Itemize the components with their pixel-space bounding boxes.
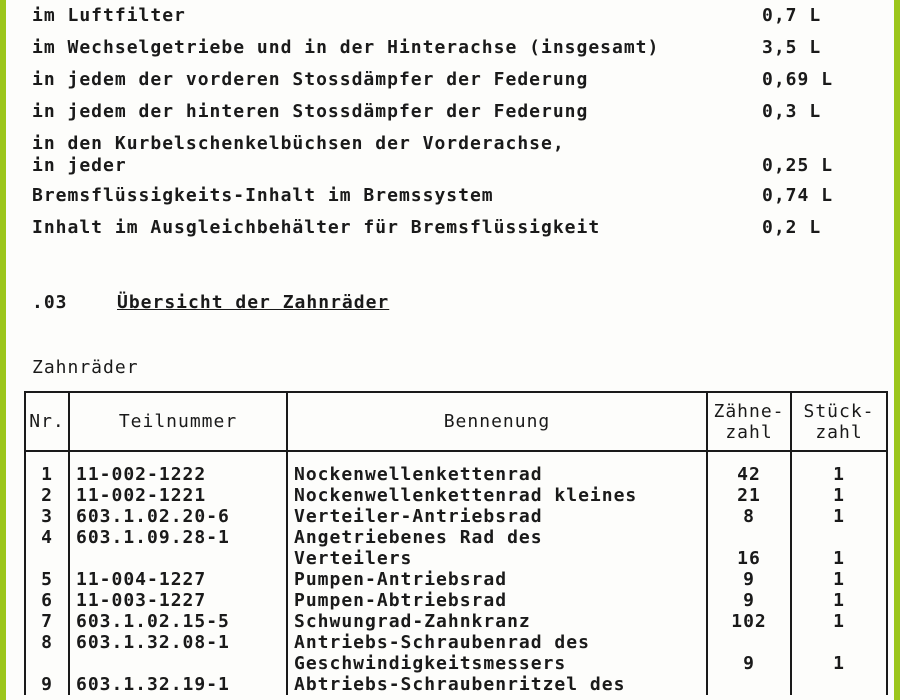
capacity-row [32,69,862,95]
part-number: 603.1.32.19-1 [69,674,287,695]
table-row [25,548,887,569]
capacity-label: Inhalt im Ausgleichbehälter für Bremsflüssigkeit [32,217,601,238]
part-number [69,548,287,569]
capacity-value: 3,5 L [762,37,822,58]
teeth-count [707,527,791,548]
row-number [25,653,69,674]
row-number: 2 [25,485,69,506]
capacity-value: 0,7 L [762,5,822,26]
teeth-count: 21 [707,485,791,506]
part-name: Verteilers [287,548,707,569]
teeth-count: 9 [707,590,791,611]
row-number [25,548,69,569]
capacity-row [32,133,862,181]
table-row [25,632,887,653]
part-number: 11-002-1221 [69,485,287,506]
quantity: 1 [791,590,887,611]
capacity-row [32,5,862,31]
part-name: Antriebs-Schraubenrad des [287,632,707,653]
part-name: Abtriebs-Schraubenritzel des [287,674,707,695]
part-number: 11-004-1227 [69,569,287,590]
capacity-label: im Wechselgetriebe und in der Hinterachse (insgesamt) [32,37,660,58]
header-teeth: Zähne- zahl [707,392,791,451]
part-name: Pumpen-Abtriebsrad [287,590,707,611]
subheading: Zahnräder [32,357,139,378]
capacity-value: 0,25 L [762,155,834,176]
teeth-count [707,674,791,695]
table-row [25,611,887,632]
table-row [25,569,887,590]
capacity-value: 0,74 L [762,185,834,206]
header-part-number: Teilnummer [69,392,287,451]
part-name: Nockenwellenkettenrad [287,464,707,485]
table-spacer [25,451,887,464]
row-number: 7 [25,611,69,632]
capacity-value: 0,3 L [762,101,822,122]
row-number: 8 [25,632,69,653]
capacity-value: 0,2 L [762,217,822,238]
header-name: Bennenung [287,392,707,451]
section-number: .03 [32,292,68,313]
capacity-row [32,101,862,127]
quantity [791,674,887,695]
row-number: 6 [25,590,69,611]
part-number [69,653,287,674]
part-number: 11-002-1222 [69,464,287,485]
teeth-count: 9 [707,569,791,590]
capacity-label-line2: in jeder [32,155,127,176]
table-row [25,506,887,527]
table-row [25,464,887,485]
quantity: 1 [791,464,887,485]
part-name: Nockenwellenkettenrad kleines [287,485,707,506]
quantity: 1 [791,653,887,674]
part-number: 603.1.32.08-1 [69,632,287,653]
teeth-count [707,632,791,653]
part-number: 603.1.09.28-1 [69,527,287,548]
part-name: Pumpen-Antriebsrad [287,569,707,590]
quantity: 1 [791,485,887,506]
part-number: 11-003-1227 [69,590,287,611]
quantity: 1 [791,611,887,632]
table-row [25,485,887,506]
part-name: Geschwindigkeitsmessers [287,653,707,674]
teeth-count: 16 [707,548,791,569]
capacity-row [32,37,862,63]
row-number: 4 [25,527,69,548]
part-number: 603.1.02.15-5 [69,611,287,632]
teeth-count: 102 [707,611,791,632]
part-name: Angetriebenes Rad des [287,527,707,548]
table-row [25,653,887,674]
quantity [791,632,887,653]
capacity-label: in den Kurbelschenkelbüchsen der Vorderachse, [32,133,565,154]
header-qty: Stück- zahl [791,392,887,451]
part-number: 603.1.02.20-6 [69,506,287,527]
capacity-value: 0,69 L [762,69,834,90]
quantity: 1 [791,569,887,590]
teeth-count: 8 [707,506,791,527]
quantity: 1 [791,548,887,569]
row-number: 3 [25,506,69,527]
part-name: Verteiler-Antriebsrad [287,506,707,527]
row-number: 1 [25,464,69,485]
capacity-label: im Luftfilter [32,5,186,26]
section-title: Übersicht der Zahnräder [117,292,390,313]
part-name: Schwungrad-Zahnkranz [287,611,707,632]
table-header-row [25,392,887,451]
capacity-row [32,185,862,211]
table-row [25,527,887,548]
capacity-label: in jedem der vorderen Stossdämpfer der Federung [32,69,589,90]
header-nr: Nr. [25,392,69,451]
row-number: 5 [25,569,69,590]
quantity: 1 [791,506,887,527]
quantity [791,527,887,548]
capacity-label: Bremsflüssigkeits-Inhalt im Bremssystem [32,185,494,206]
table-row [25,674,887,695]
row-number: 9 [25,674,69,695]
capacity-row [32,217,862,243]
teeth-count: 9 [707,653,791,674]
gears-table [24,391,888,695]
table-row [25,590,887,611]
teeth-count: 42 [707,464,791,485]
capacity-label: in jedem der hinteren Stossdämpfer der Federung [32,101,589,122]
